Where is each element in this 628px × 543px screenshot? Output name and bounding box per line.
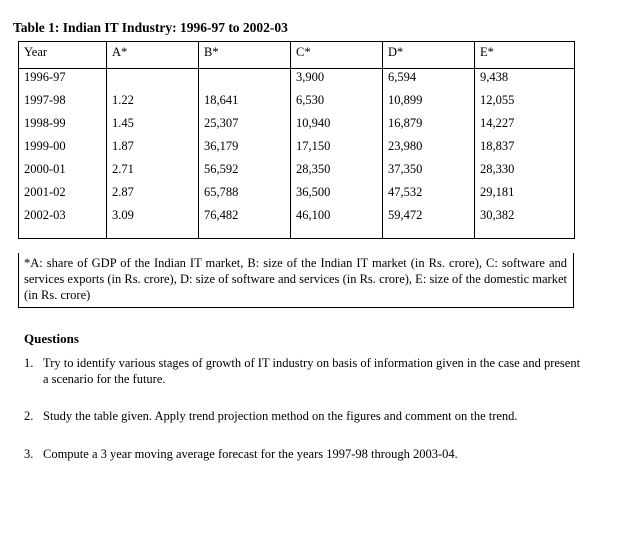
cell-b <box>199 69 291 94</box>
table-caption: Table 1: Indian IT Industry: 1996-97 to 2002-03 <box>13 20 288 35</box>
cell-e: 28,330 <box>475 162 575 185</box>
cell-b: 65,788 <box>199 185 291 208</box>
cell-year: 1999-00 <box>19 139 107 162</box>
cell-c: 17,150 <box>291 139 383 162</box>
header-d: D* <box>383 42 475 69</box>
cell-c: 6,530 <box>291 93 383 116</box>
cell-year: 1997-98 <box>19 93 107 116</box>
cell-c: 10,940 <box>291 116 383 139</box>
question-number: 1. <box>24 356 34 370</box>
question-text: Compute a 3 year moving average forecast for the years 1997-98 through 2003-04. <box>43 447 458 461</box>
question-number: 3. <box>24 447 34 461</box>
questions-heading: Questions <box>24 331 79 346</box>
cell-e: 14,227 <box>475 116 575 139</box>
it-industry-table <box>18 41 575 239</box>
table-row <box>19 162 575 185</box>
header-year: Year <box>19 42 107 69</box>
cell-d: 6,594 <box>383 69 475 94</box>
cell-e: 9,438 <box>475 69 575 94</box>
cell-year: 2000-01 <box>19 162 107 185</box>
cell-a: 2.71 <box>107 162 199 185</box>
header-a: A* <box>107 42 199 69</box>
header-e: E* <box>475 42 575 69</box>
cell-a: 1.45 <box>107 116 199 139</box>
cell-year: 1998-99 <box>19 116 107 139</box>
cell-d: 16,879 <box>383 116 475 139</box>
cell-b: 36,179 <box>199 139 291 162</box>
cell-a: 3.09 <box>107 208 199 239</box>
cell-a <box>107 69 199 94</box>
cell-a: 1.87 <box>107 139 199 162</box>
cell-c: 46,100 <box>291 208 383 239</box>
cell-c: 36,500 <box>291 185 383 208</box>
cell-d: 10,899 <box>383 93 475 116</box>
question-number: 2. <box>24 409 34 423</box>
header-c: C* <box>291 42 383 69</box>
cell-a: 2.87 <box>107 185 199 208</box>
cell-b: 76,482 <box>199 208 291 239</box>
cell-e: 30,382 <box>475 208 575 239</box>
question-item <box>24 408 584 424</box>
question-text: Try to identify various stages of growth of IT industry on basis of information given in the case and present a scenario for the future. <box>43 356 581 386</box>
cell-year: 1996-97 <box>19 69 107 94</box>
table-row <box>19 93 575 116</box>
table-header-row <box>19 42 575 69</box>
header-b: B* <box>199 42 291 69</box>
question-item <box>24 355 584 387</box>
table-row <box>19 208 575 239</box>
table-row <box>19 116 575 139</box>
cell-b: 56,592 <box>199 162 291 185</box>
table-footnote: *A: share of GDP of the Indian IT market, B: size of the Indian IT market (in Rs. crore), C: software and services exports (in Rs. crore), D: size of software and services (in Rs. crore), E: size of the domestic market (in Rs. crore) <box>18 253 574 308</box>
question-text: Study the table given. Apply trend projection method on the figures and comment on the trend. <box>43 409 518 423</box>
table-row <box>19 185 575 208</box>
cell-e: 12,055 <box>475 93 575 116</box>
question-item <box>24 446 584 462</box>
cell-d: 37,350 <box>383 162 475 185</box>
cell-e: 29,181 <box>475 185 575 208</box>
cell-d: 59,472 <box>383 208 475 239</box>
cell-d: 23,980 <box>383 139 475 162</box>
cell-b: 18,641 <box>199 93 291 116</box>
cell-a: 1.22 <box>107 93 199 116</box>
cell-b: 25,307 <box>199 116 291 139</box>
cell-e: 18,837 <box>475 139 575 162</box>
cell-c: 28,350 <box>291 162 383 185</box>
cell-c: 3,900 <box>291 69 383 94</box>
table-row <box>19 69 575 94</box>
cell-year: 2001-02 <box>19 185 107 208</box>
cell-year: 2002-03 <box>19 208 107 239</box>
cell-d: 47,532 <box>383 185 475 208</box>
table-row <box>19 139 575 162</box>
